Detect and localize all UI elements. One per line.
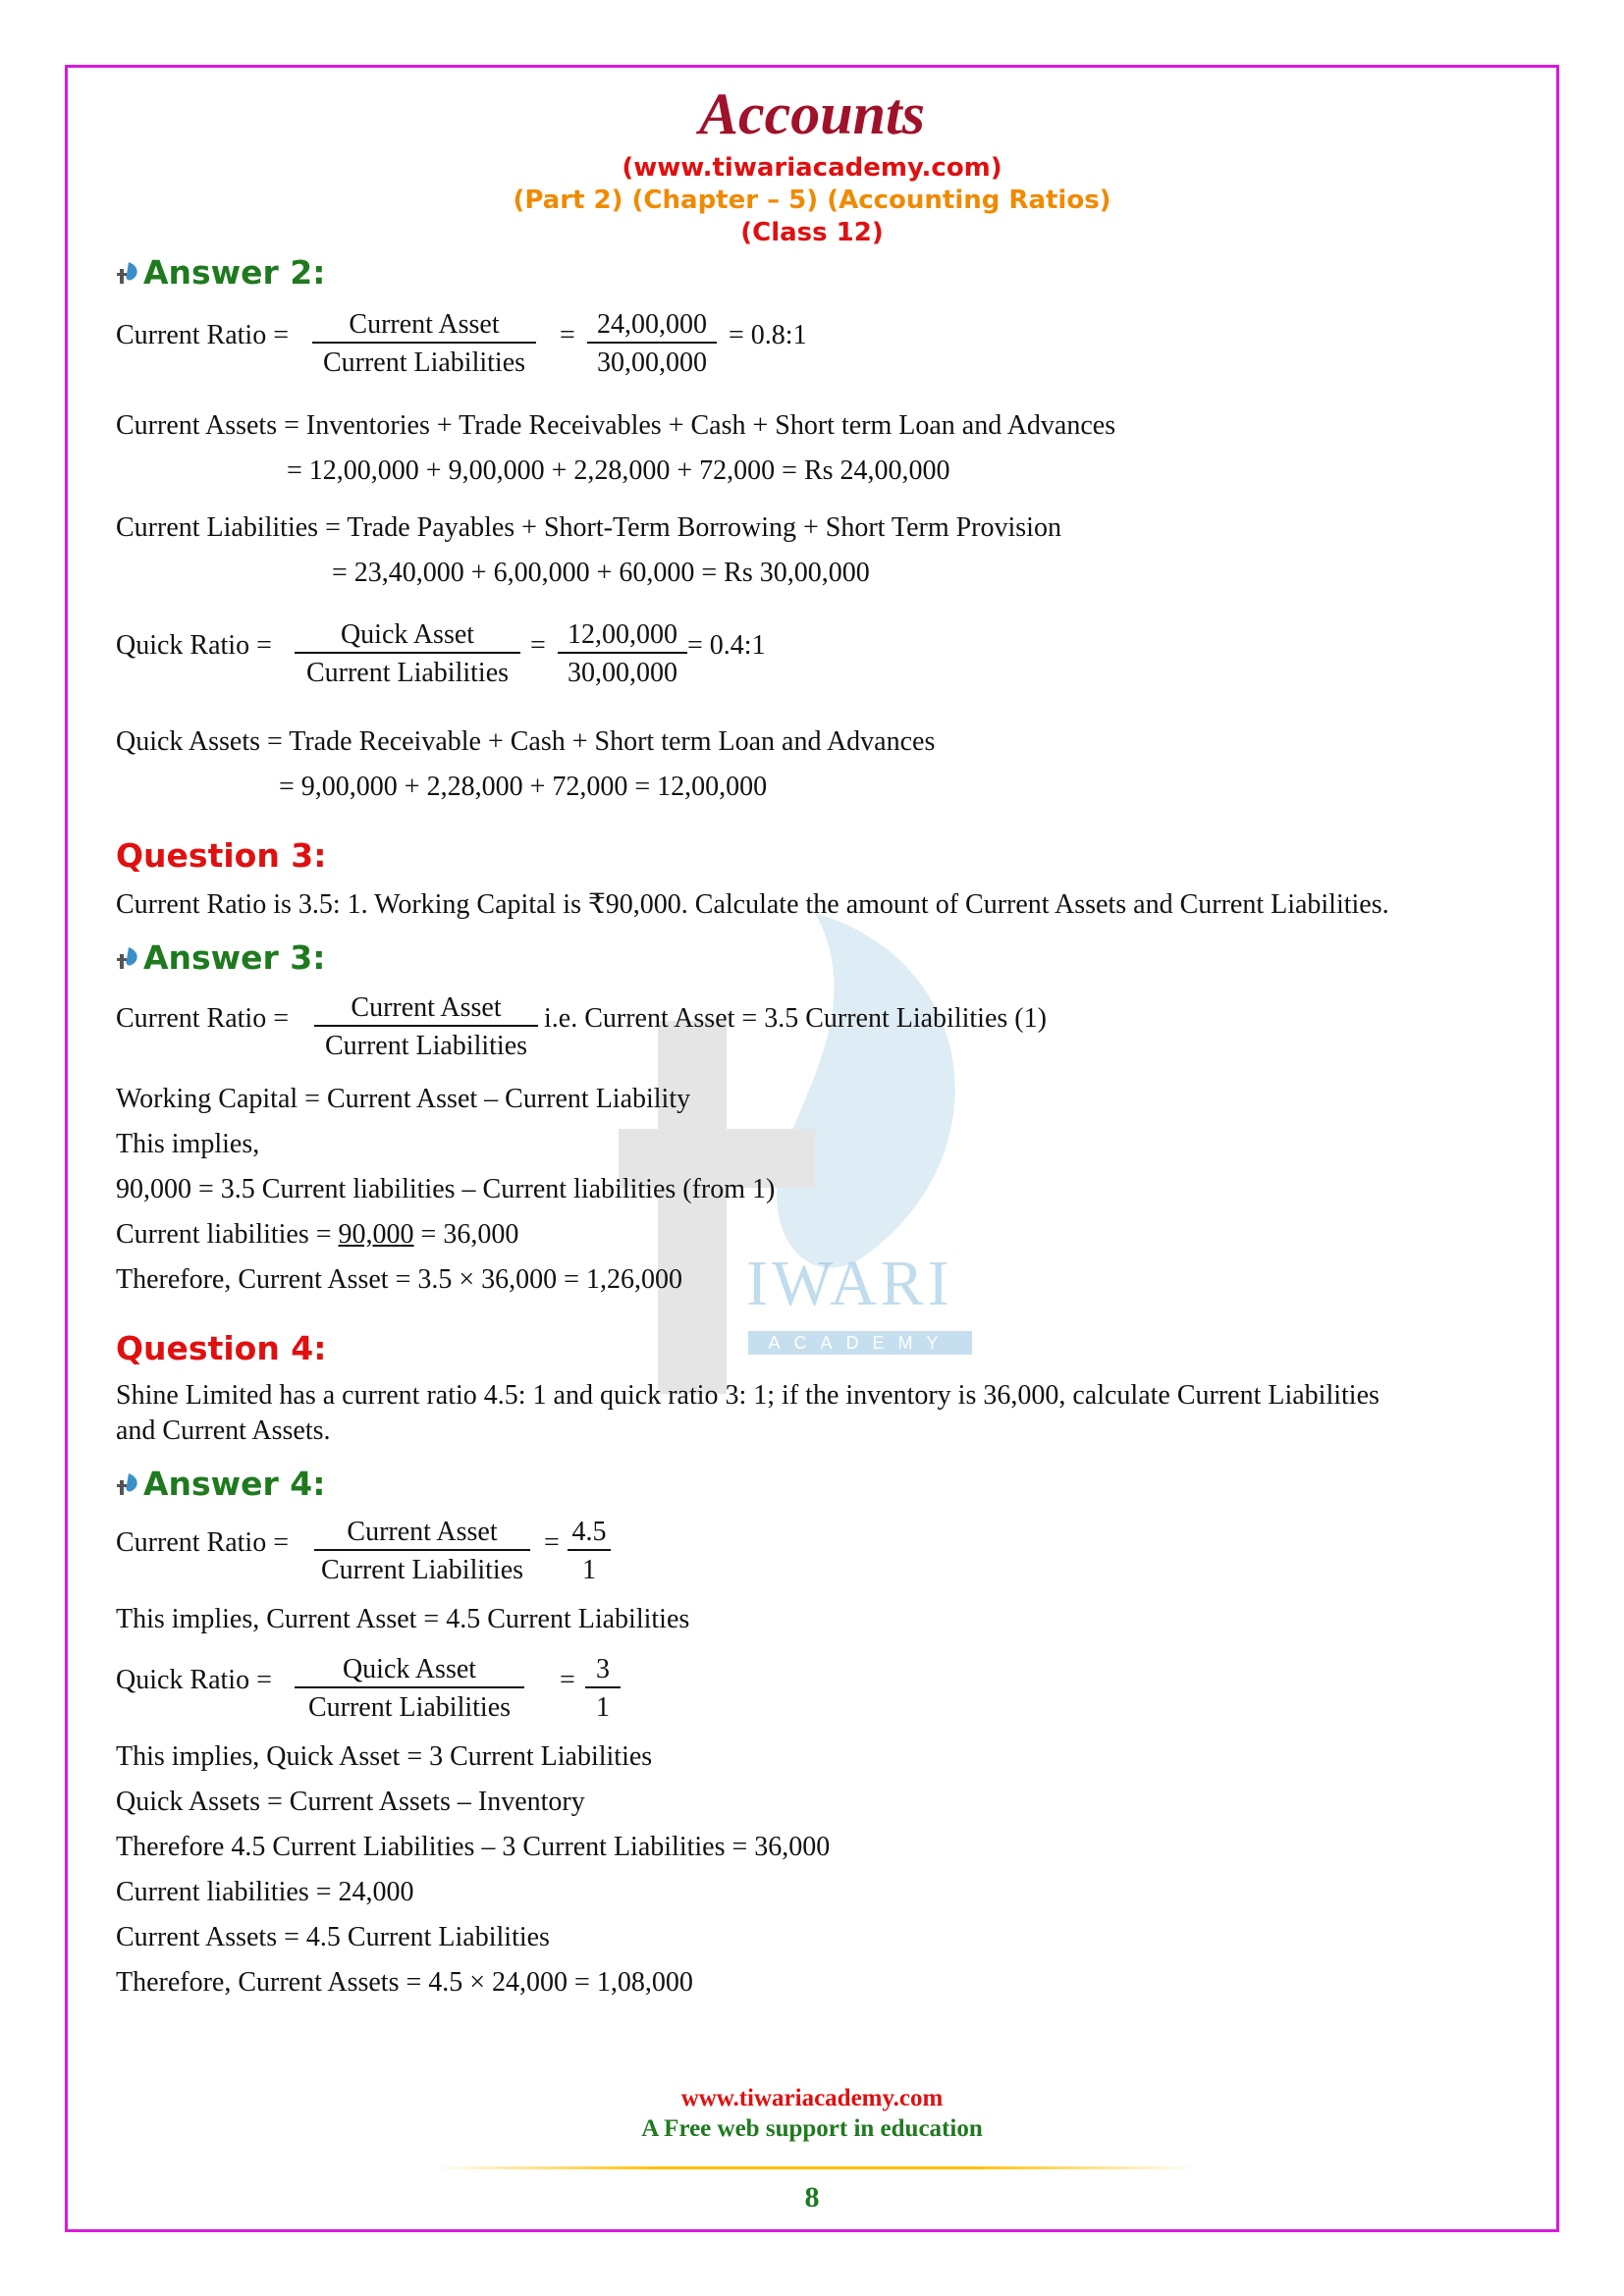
a2-qa-line1: Quick Assets = Trade Receivable + Cash + Short term Loan and Advances [116, 726, 936, 757]
a4-line6: Current Assets = 4.5 Current Liabilities [116, 1922, 550, 1952]
a4-qr-den: Current Liabilities [307, 1692, 512, 1723]
a4-cr-eq: = [544, 1527, 560, 1558]
a4-line2: This implies, Quick Asset = 3 Current Liabilities [116, 1741, 653, 1772]
a4-qr-num: Quick Asset [295, 1653, 524, 1688]
a3-cr-num: Current Asset [314, 991, 538, 1027]
a2-cr-value-fraction [587, 308, 717, 383]
a2-cr-val-den: 30,00,000 [597, 347, 707, 378]
a4-cr-den: Current Liabilities [320, 1555, 524, 1585]
answer-2-heading [116, 253, 325, 292]
a2-cr-label: Current Ratio = [116, 320, 289, 350]
a2-qa-line2: = 9,00,000 + 2,28,000 + 72,000 = 12,00,000 [279, 772, 768, 802]
a3-line1: Working Capital = Current Asset – Current Liability [116, 1084, 691, 1114]
a4-line7: Therefore, Current Assets = 4.5 × 24,000 = 1,08,000 [116, 1967, 693, 1998]
a4-line1: This implies, Current Asset = 4.5 Current Liabilities [116, 1604, 690, 1634]
a4-qr-val-den: 1 [596, 1692, 610, 1723]
page-number: 8 [804, 2181, 820, 2214]
a4-cr-val-den: 1 [582, 1555, 596, 1585]
header-part-chapter: (Part 2) (Chapter – 5) (Accounting Ratios) [513, 186, 1111, 215]
footer-url[interactable]: www.tiwariacademy.com [680, 2085, 944, 2111]
answer-4-heading [116, 1465, 325, 1503]
a4-qr-value-fraction [585, 1653, 621, 1728]
a3-line5: Therefore, Current Asset = 3.5 × 36,000 = 1,26,000 [116, 1264, 682, 1295]
question-4-text-line1: Shine Limited has a current ratio 4.5: 1 and quick ratio 3: 1; if the inventory is 36,000, calculate Current Liabilities [116, 1380, 1380, 1411]
answer-4-heading-text: Answer 4: [143, 1465, 326, 1503]
answer-3-heading [116, 938, 325, 977]
header-website: (www.tiwariacademy.com) [622, 153, 1002, 183]
tiwari-logo-icon [116, 1471, 141, 1497]
a3-line4-num: 90,000 [338, 1219, 414, 1250]
tiwari-logo-icon [116, 260, 141, 286]
a4-cr-val-num: 4.5 [568, 1516, 611, 1551]
a4-qr-label: Quick Ratio = [116, 1665, 272, 1695]
a2-qr-num: Quick Asset [295, 618, 520, 654]
page-title: Accounts [698, 81, 926, 146]
a4-line4: Therefore 4.5 Current Liabilities – 3 Current Liabilities = 36,000 [116, 1832, 831, 1862]
a2-qr-value-fraction [558, 618, 687, 693]
footer-tagline: A Free web support in education [641, 2115, 983, 2142]
a2-cr-fraction [312, 308, 536, 383]
a4-cr-value-fraction [568, 1516, 611, 1590]
a4-qr-fraction [295, 1653, 524, 1728]
a2-cr-result: = 0.8:1 [729, 320, 807, 350]
tiwari-logo-icon [116, 945, 141, 971]
a2-qr-fraction [295, 618, 520, 693]
a2-cr-val-num: 24,00,000 [587, 308, 717, 344]
a3-line2: This implies, [116, 1129, 260, 1159]
a3-line4-suffix: = 36,000 [420, 1219, 519, 1250]
a3-cr-label: Current Ratio = [116, 1003, 289, 1034]
a2-qr-eq: = [530, 630, 546, 661]
a3-cr-den: Current Liabilities [324, 1031, 528, 1061]
a2-qr-val-num: 12,00,000 [558, 618, 687, 654]
a2-cl-line2: = 23,40,000 + 6,00,000 + 60,000 = Rs 30,00,000 [332, 558, 870, 588]
answer-3-heading-text: Answer 3: [143, 938, 326, 977]
question-3-heading: Question 3: [116, 836, 327, 875]
a3-cr-note: i.e. Current Asset = 3.5 Current Liabilities (1) [544, 1003, 1047, 1034]
question-4-heading: Question 4: [116, 1329, 327, 1367]
footer-divider [432, 2166, 1198, 2169]
a4-line5: Current liabilities = 24,000 [116, 1877, 414, 1907]
a3-line4 [116, 1219, 518, 1251]
a2-cr-eq: = [560, 320, 575, 350]
a2-ca-line1: Current Assets = Inventories + Trade Receivables + Cash + Short term Loan and Advances [116, 410, 1116, 441]
answer-2-heading-text: Answer 2: [143, 253, 326, 292]
a2-cr-den: Current Liabilities [322, 347, 526, 378]
a2-ca-line2: = 12,00,000 + 9,00,000 + 2,28,000 + 72,000 = Rs 24,00,000 [287, 455, 950, 486]
a4-cr-num: Current Asset [314, 1516, 530, 1551]
a4-cr-label: Current Ratio = [116, 1527, 289, 1558]
a2-qr-den: Current Liabilities [305, 658, 510, 688]
a2-cl-line1: Current Liabilities = Trade Payables + Short-Term Borrowing + Short Term Provision [116, 512, 1061, 543]
header-class: (Class 12) [740, 218, 884, 247]
a3-line3: 90,000 = 3.5 Current liabilities – Current liabilities (from 1) [116, 1174, 776, 1204]
question-3-text: Current Ratio is 3.5: 1. Working Capital is ₹90,000. Calculate the amount of Current Assets and Current Liabilities. [116, 889, 1389, 920]
a2-cr-num: Current Asset [312, 308, 536, 344]
a3-line4-prefix: Current liabilities = [116, 1219, 332, 1250]
a4-line3: Quick Assets = Current Assets – Inventory [116, 1787, 585, 1817]
a4-cr-fraction [314, 1516, 530, 1590]
a2-qr-val-den: 30,00,000 [568, 658, 677, 688]
a4-qr-val-num: 3 [585, 1653, 621, 1688]
a4-qr-eq: = [560, 1665, 575, 1695]
question-4-text-line2: and Current Assets. [116, 1415, 331, 1446]
a2-qr-label: Quick Ratio = [116, 630, 272, 661]
a2-qr-result: = 0.4:1 [687, 630, 766, 661]
watermark-sub: ACADEMY [748, 1331, 972, 1355]
watermark-name: IWARI [746, 1248, 953, 1319]
a3-cr-fraction [314, 991, 538, 1066]
